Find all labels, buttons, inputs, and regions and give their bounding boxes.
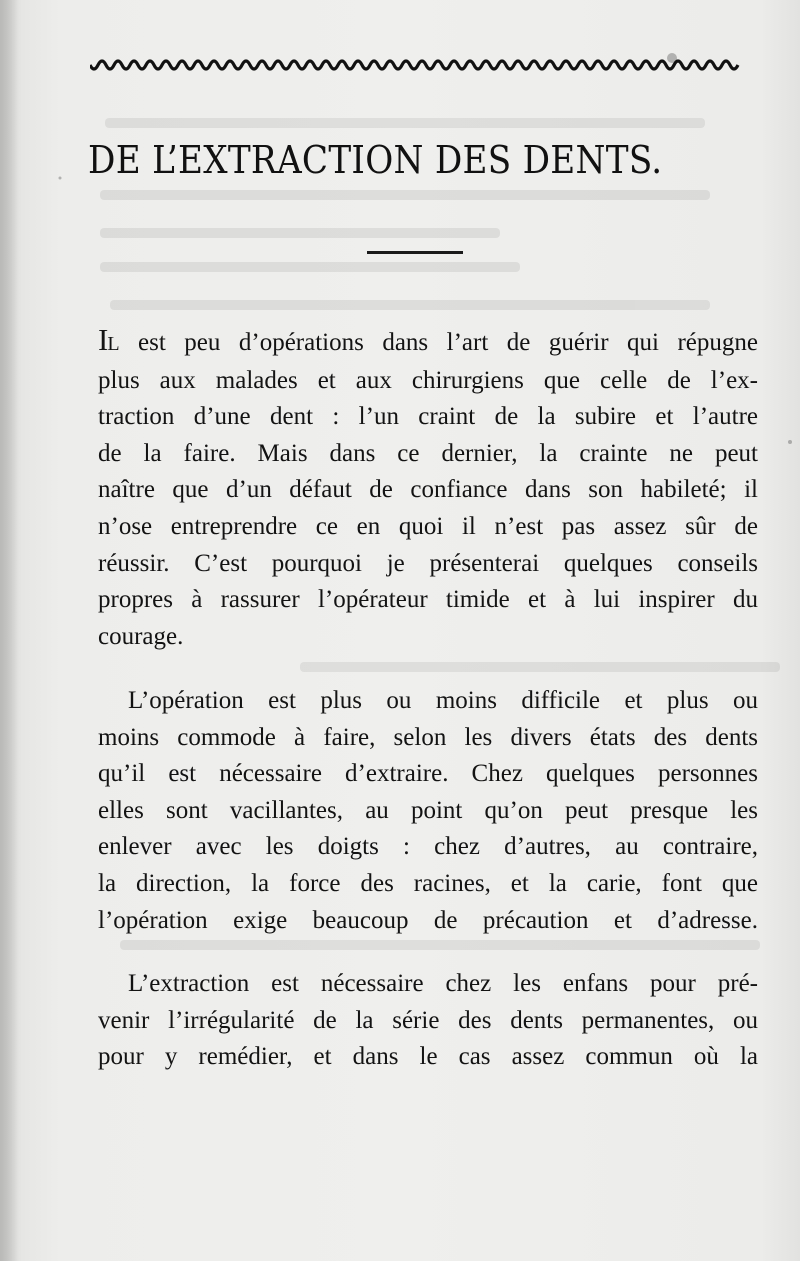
paragraph-line: de la faire. Mais dans ce dernier, la crainte ne peut: [98, 439, 758, 467]
paragraph-3: [98, 966, 758, 1076]
paragraph-line: pour y remédier, et dans le cas assez commun où la: [98, 1043, 758, 1071]
title-underline-rule: [367, 251, 463, 254]
paragraph-line: naître que d’un défaut de confiance dans son habileté; il: [98, 476, 758, 504]
paragraph-line: qu’il est nécessaire d’extraire. Chez quelques personnes: [98, 760, 758, 788]
chapter-title: DE L’EXTRACTION DES DENTS.: [88, 138, 663, 182]
opening-small-capital: L: [107, 333, 120, 355]
paragraph-line: venir l’irrégularité de la série des dents permanentes, ou: [98, 1006, 758, 1034]
line-text: est peu d’opérations dans l’art de guérir qui répugne: [119, 329, 758, 356]
paragraph-1: [98, 322, 758, 655]
paragraph-line: l’opération exige beaucoup de précaution et d’adresse.: [98, 906, 758, 934]
paragraph-line: L’extraction est nécessaire chez les enfans pour pré-: [128, 970, 758, 997]
paragraph-line: propres à rassurer l’opérateur timide et à lui inspirer du: [98, 586, 758, 614]
paragraph-line: n’ose entreprendre ce en quoi il n’est pas assez sûr de: [98, 512, 758, 540]
paragraph-line: la direction, la force des racines, et la carie, font que: [98, 869, 758, 897]
paragraph-2: [98, 683, 758, 939]
paragraph-line: moins commode à faire, selon les divers états des dents: [98, 723, 758, 751]
paragraph-line: traction d’une dent : l’un craint de la subire et l’autre: [98, 403, 758, 431]
paragraph-line: L’opération est plus ou moins difficile et plus ou: [128, 687, 758, 714]
paragraph-line: enlever avec les doigts : chez d’autres, au contraire,: [98, 833, 758, 861]
paragraph-line: plus aux malades et aux chirurgiens que celle de l’ex-: [98, 366, 758, 394]
paragraph-line: courage.: [98, 622, 184, 650]
decorative-border-ornament: [90, 58, 740, 76]
opening-capital: I: [98, 322, 108, 357]
paragraph-line: elles sont vacillantes, au point qu’on peut presque les: [98, 796, 758, 824]
page-edge-shadow: [0, 0, 18, 1261]
paragraph-line: [98, 322, 758, 363]
paragraph-line: réussir. C’est pourquoi je présenterai quelques conseils: [98, 549, 758, 577]
